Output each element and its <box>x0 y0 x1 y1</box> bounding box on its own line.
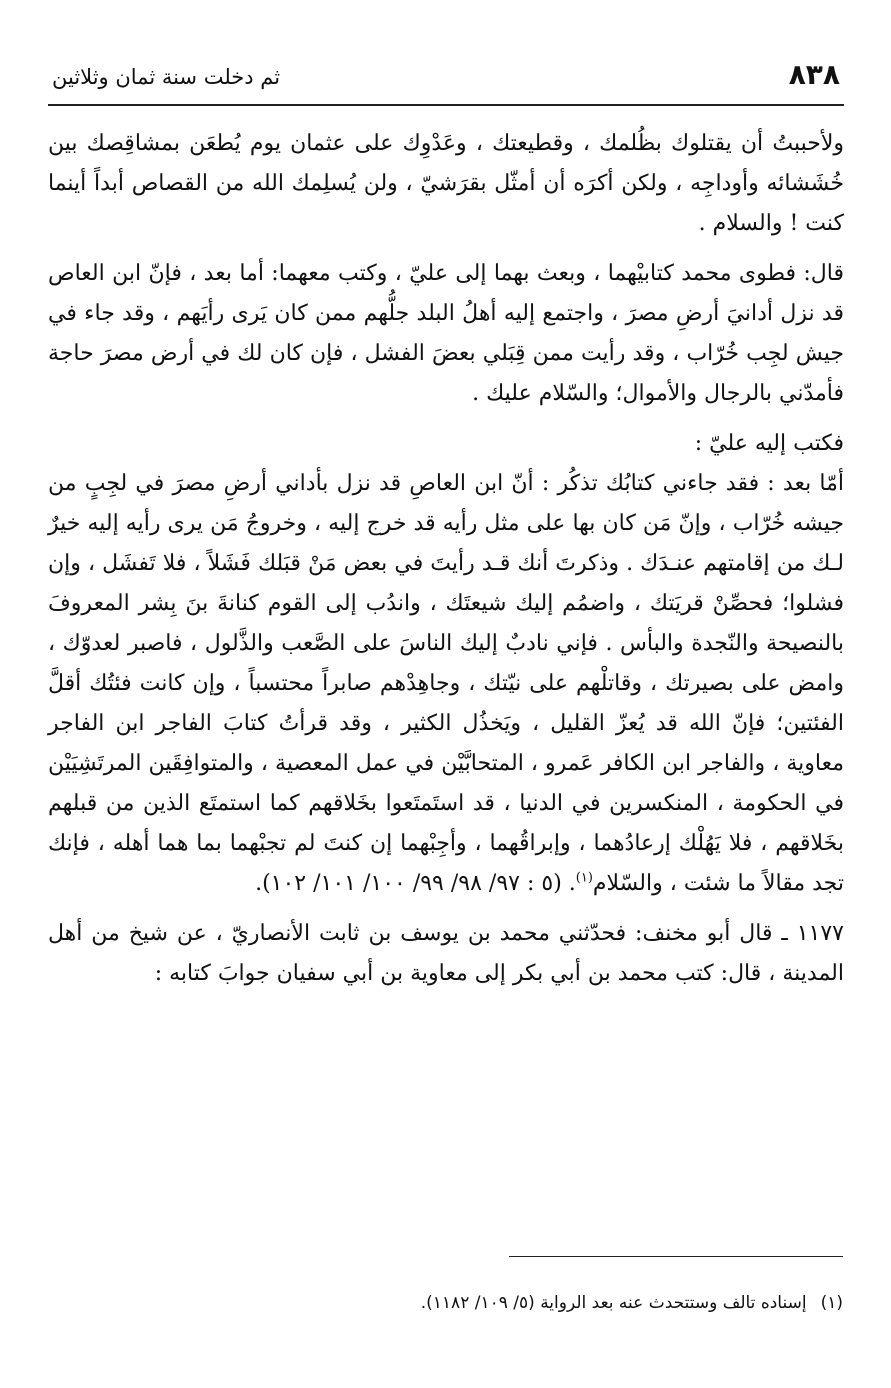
paragraph-3: فكتب إليه عليّ : <box>694 431 844 456</box>
running-header <box>48 58 844 106</box>
paragraph-4-citation: . (٥ : ٩٧/ ٩٨/ ٩٩/ ١٠٠/ ١٠١/ ١٠٢). <box>255 871 576 896</box>
page-number: ٨٣٨ <box>788 58 840 91</box>
footnote-marker: (١) <box>820 1293 843 1313</box>
main-text <box>48 124 844 994</box>
paragraph-4-text: أمّا بعد : فقد جاءني كتابُك تذكُر : أنّ ابن العاصِ قد نزل بأداني أرضِ مصرَ في لجِبٍ من جيشه خُرّاب ، وإنّ مَن كان بها على مثل رأيه قد خرج إليه ، وخروجُ مَن يرى رأيه إليه خيرٌ لـك من إقامتهم عنـدَك . وذكرتَ أنك قـد رأيتَ في بعض مَنْ قبَلك فَشَلاً ، فلا تَفشَل ، وإن فشلوا؛ فحصِّنْ قريَتك ، واضمُم إليك شيعتَك ، واندُب إلى القوم كنانةَ بنَ بِشر المعروفَ بالنصيحة والنّجدة والبأس . فإني نادبٌ إليك الناسَ على الصَّعب والذَّلول ، فاصبر لعدوّك ، وامض على بصيرتك ، وقاتلْهم على نيّتك ، وجاهِدْهم صابراً محتسباً ، وإن كانت فئتُك أقلَّ الفئتين؛ فإنّ الله قد يُعزّ القليل ، ويَخذُل الكثير ، وقد قرأتُ كتابَ الفاجر ابن الفاجر معاوية ، والفاجر ابن الكافر عَمرو ، المتحابَّيْن في عمل المعصية ، والمتوافِقَين المرتَشِيَيْن في الحكومة ، المنكسرين في الدنيا ، قد استَمتَعوا بخَلاقهم كما استمتَع الذين من قبلهم بخَلاقهم ، فلا يَهُلْك إرعادُهما ، وإبراقُهما ، وأجِبْهما إن كنتَ لم تجبْهما بما هما أهله ، فإنك تجد مقالاً ما شئت ، والسّلام <box>48 471 844 896</box>
footnote-divider <box>509 1256 843 1257</box>
footnote-reference[interactable]: (١) <box>575 870 593 886</box>
paragraph-1: ولأحببتُ أن يقتلوك بظُلمك ، وقطيعتك ، وعَدْوِك على عثمان يوم يُطعَن بمشاقِصك بين خُشَشائه وأوداجِه ، ولكن أكرَه أن أمثّل بقرَشيّ ، ولن يُسلِمك الله من القصاص أبداً أينما كنت ! والسلام . <box>48 131 844 236</box>
paragraph-5: ١١٧٧ ـ قال أبو مخنف: فحدّثني محمد بن يوسف بن ثابت الأنصاريّ ، عن شيخ من أهل المدينة ، قال: كتب محمد بن أبي بكر إلى معاوية بن أبي سفيان جوابَ كتابه : <box>48 921 844 986</box>
footnote-text: إسناده تالف وستتحدث عنه بعد الرواية (٥/ ١٠٩/ ١١٨٢). <box>420 1293 807 1313</box>
footnote <box>47 1290 843 1316</box>
running-title: ثم دخلت سنة ثمان وثلاثين <box>52 65 281 89</box>
paragraph-2: قال: فطوى محمد كتابيْهما ، وبعث بهما إلى عليّ ، وكتب معهما: أما بعد ، فإنّ ابن العاص قد نزل أدانيَ أرضِ مصرَ ، واجتمع إليه أهلُ البلد جلُّهم ممن كان يَرى رأيَهم ، وقد جاء في جيش لجِب خُرّاب ، وقد رأيت ممن قِبَلي بعضَ الفشل ، فإن كان لك في أرض مصرَ حاجة فأمدّني بالرجال والأموال؛ والسّلام عليك . <box>48 261 844 406</box>
book-page <box>48 58 844 994</box>
paragraph-4 <box>48 464 844 904</box>
